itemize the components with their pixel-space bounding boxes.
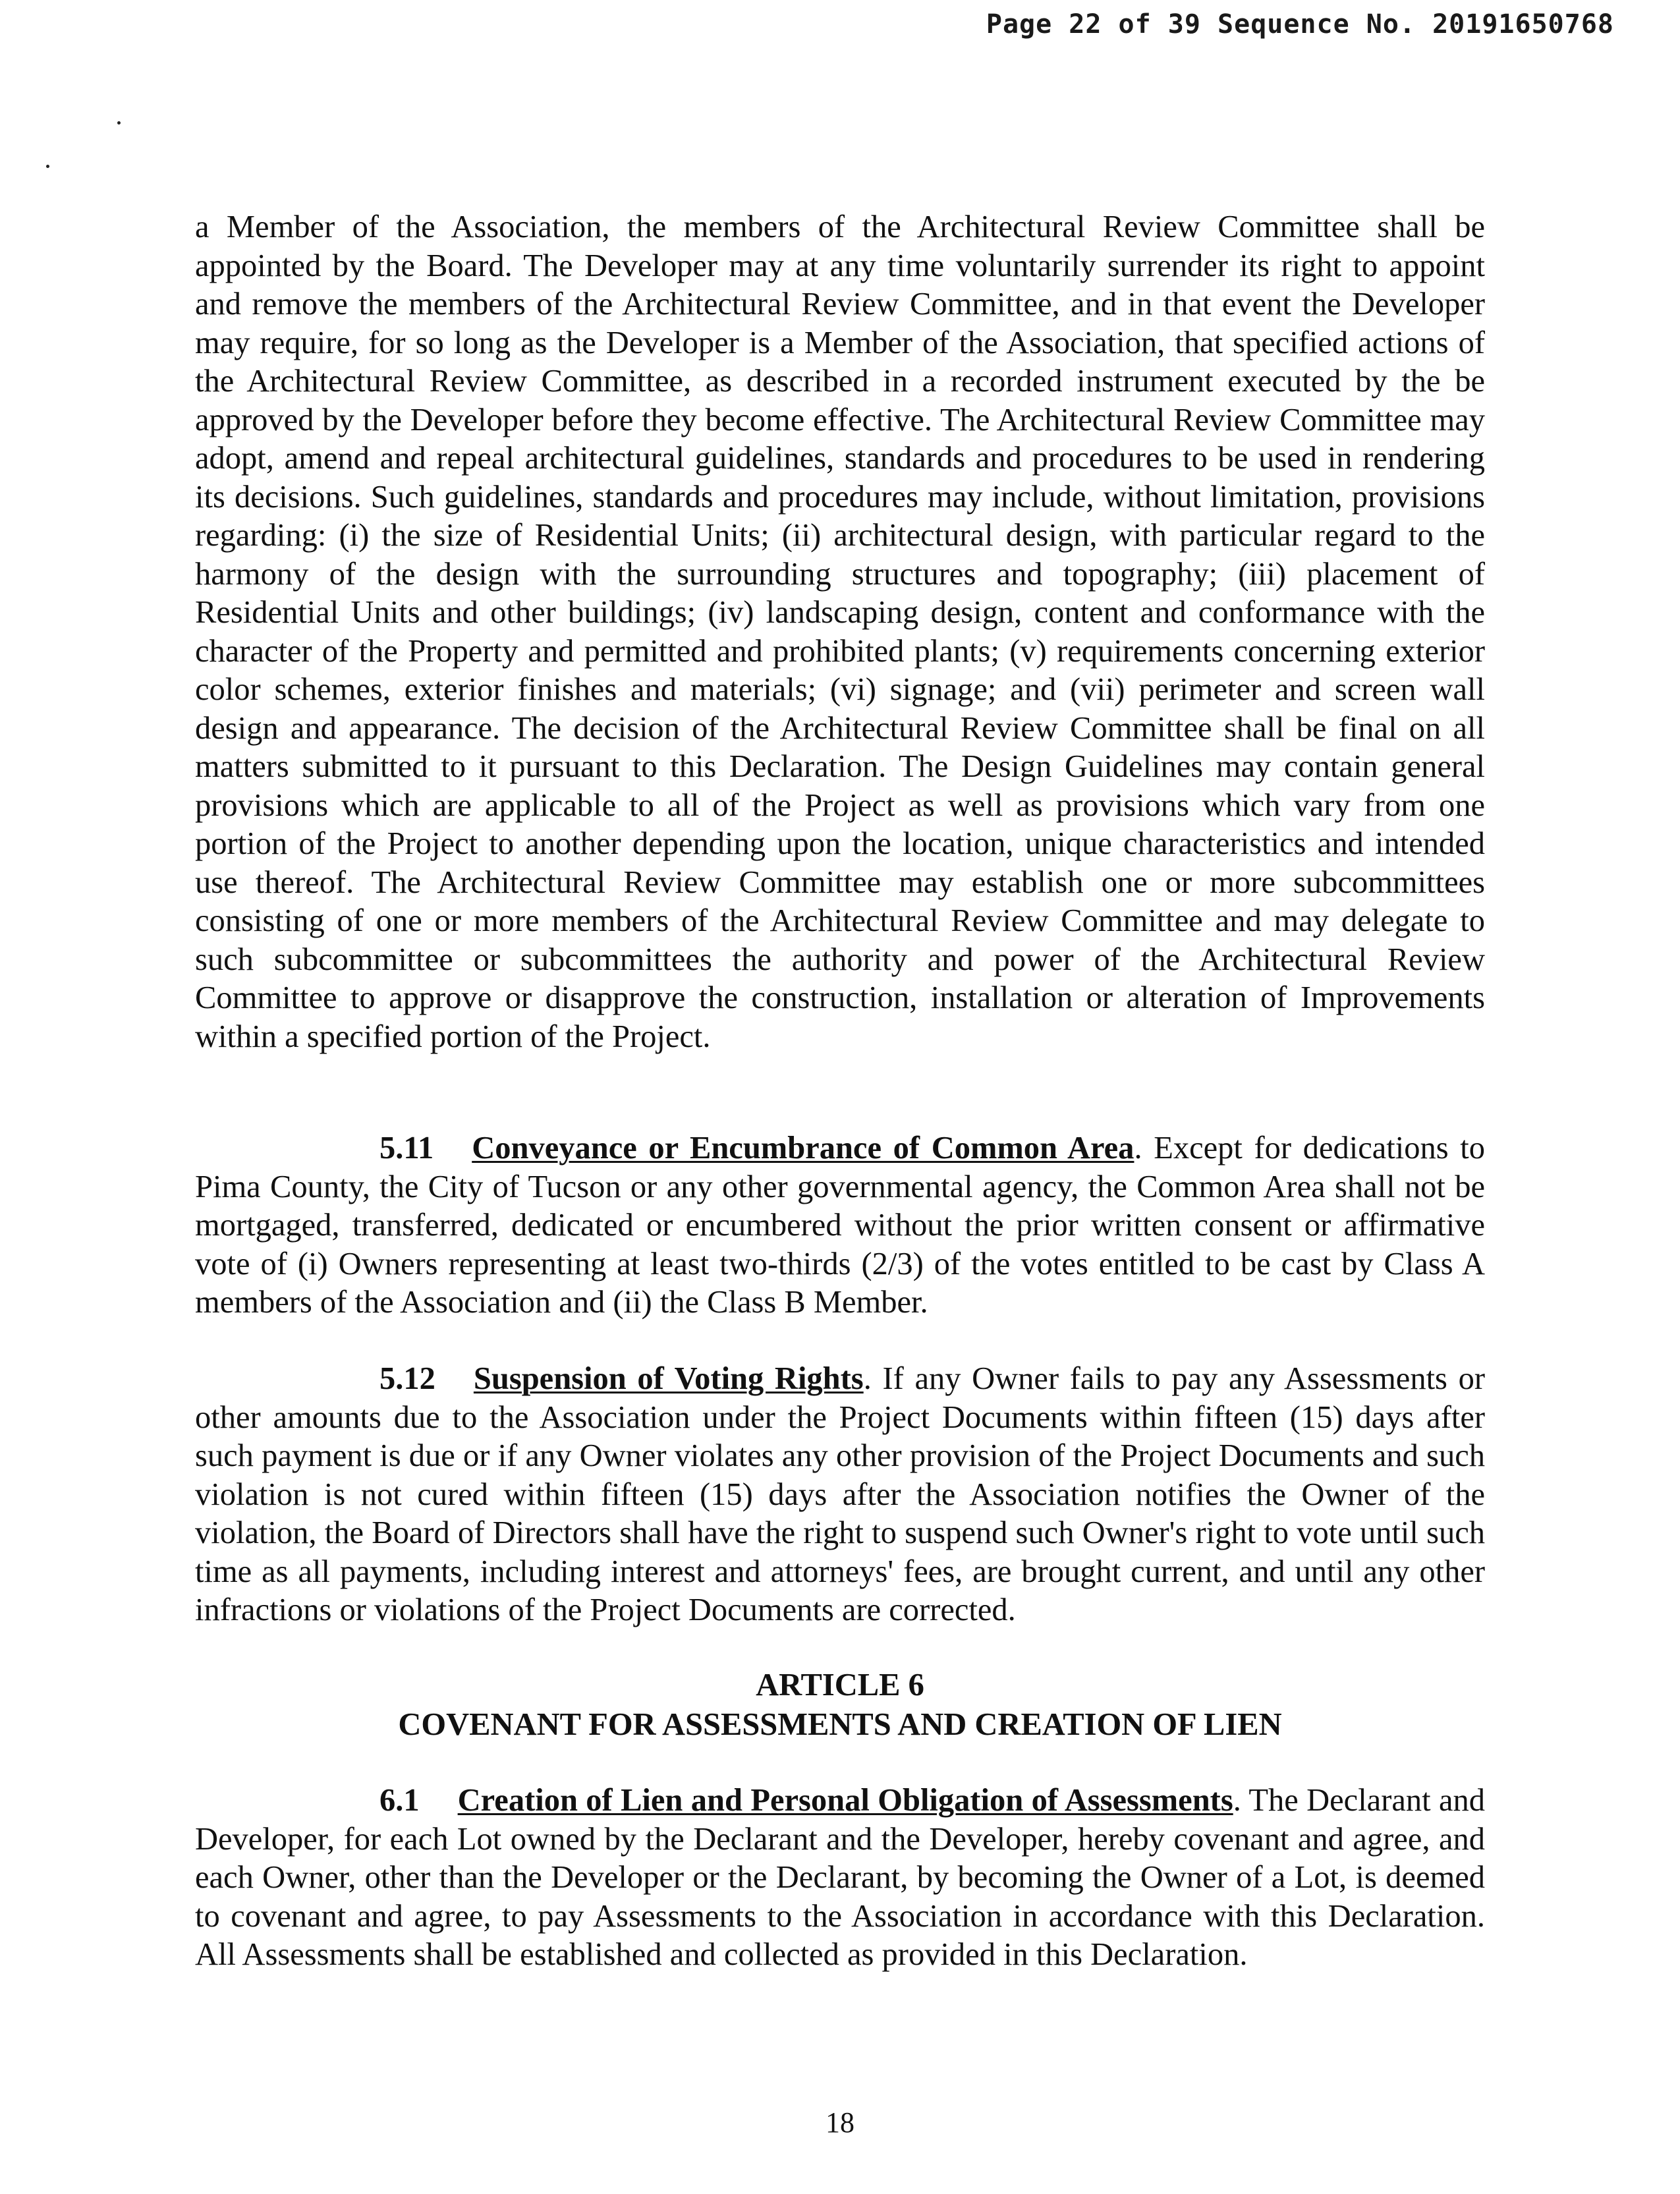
section-6-1 xyxy=(195,1782,1485,1975)
section-number: 5.11 xyxy=(379,1131,434,1166)
section-title: Suspension of Voting Rights xyxy=(473,1361,864,1396)
recording-page-stamp: Page 22 of 39 Sequence No. 20191650768 xyxy=(986,9,1614,40)
section-text: . Except for dedications to Pima County, the City of Tucson or any other governmental agency, the Common Area shall not be mortgaged, transferred, dedicated or encumbered without the prior written consent or affirmative vote of (i) Owners representing at least two-thirds (2/3) of the votes entitled to be cast by Class A members of the Association and (ii) the Class B Member. xyxy=(195,1131,1486,1320)
scan-speck xyxy=(46,165,49,168)
page-number: 18 xyxy=(826,2106,854,2139)
section-text: . If any Owner fails to pay any Assessments or other amounts due to the Association under the Project Documents within fifteen (15) days after such payment is due or if any Owner violates any other provision of the Project Documents and such violation is not cured within fifteen (15) days after the Association notifies the Owner of the violation, the Board of Directors shall have the right to suspend such Owner's right to vote until such time as all payments, including interest and attorneys' fees, are brought current, and until any other infractions or violations of the Project Documents are corrected. xyxy=(195,1361,1485,1627)
section-title: Conveyance or Encumbrance of Common Area xyxy=(472,1131,1134,1166)
scan-speck xyxy=(117,121,121,125)
article-title: COVENANT FOR ASSESSMENTS AND CREATION OF LIEN xyxy=(398,1707,1282,1742)
section-text: . The Declarant and Developer, for each Lot owned by the Declarant and the Developer, hereby covenant and agree, and each Owner, other than the Developer or the Declarant, by becoming the Owner of a Lot, is deemed to covenant and agree, to pay Assessments to the Association in accordance with this Declaration. All Assessments shall be established and collected as provided in this Declaration. xyxy=(195,1783,1485,1972)
section-number: 5.12 xyxy=(379,1361,435,1396)
section-5-11 xyxy=(195,1129,1485,1322)
article-number: ARTICLE 6 xyxy=(756,1668,924,1702)
section-5-12 xyxy=(195,1360,1485,1630)
article-heading xyxy=(195,1666,1485,1745)
section-title: Creation of Lien and Personal Obligation of Assessments xyxy=(457,1783,1233,1818)
section-number: 6.1 xyxy=(379,1783,420,1818)
continued-paragraph: a Member of the Association, the members of the Architectural Review Committee shall be appointed by the Board. The Developer may at any time voluntarily surrender its right to appoint and remove the members of the Architectural Review Committee, and in that event the Developer may require, for so long as the Developer is a Member of the Association, that specified actions of the Architectural Review Committee, as described in a recorded instrument executed by the be approved by the Developer before they become effective. The Architectural Review Committee may adopt, amend and repeal architectural guidelines, standards and procedures to be used in rendering its decisions. Such guidelines, standards and procedures may include, without limitation, provisions regarding: (i) the size of Residential Units; (ii) architectural design, with particular regard to the harmony of the design with the surrounding structures and topography; (iii) placement of Residential Units and other buildings; (iv) landscaping design, content and conformance with the character of the Property and permitted and prohibited plants; (v) requirements concerning exterior color schemes, exterior finishes and materials; (vi) signage; and (vii) perimeter and screen wall design and appearance. The decision of the Architectural Review Committee shall be final on all matters submitted to it pursuant to this Declaration. The Design Guidelines may contain general provisions which are applicable to all of the Project as well as provisions which vary from one portion of the Project to another depending upon the location, unique characteristics and intended use thereof. The Architectural Review Committee may establish one or more subcommittees consisting of one or more members of the Architectural Review Committee and may delegate to such subcommittee or subcommittees the authority and power of the Architectural Review Committee to approve or disapprove the construction, installation or alteration of Improvements within a specified portion of the Project. xyxy=(195,210,1485,1054)
